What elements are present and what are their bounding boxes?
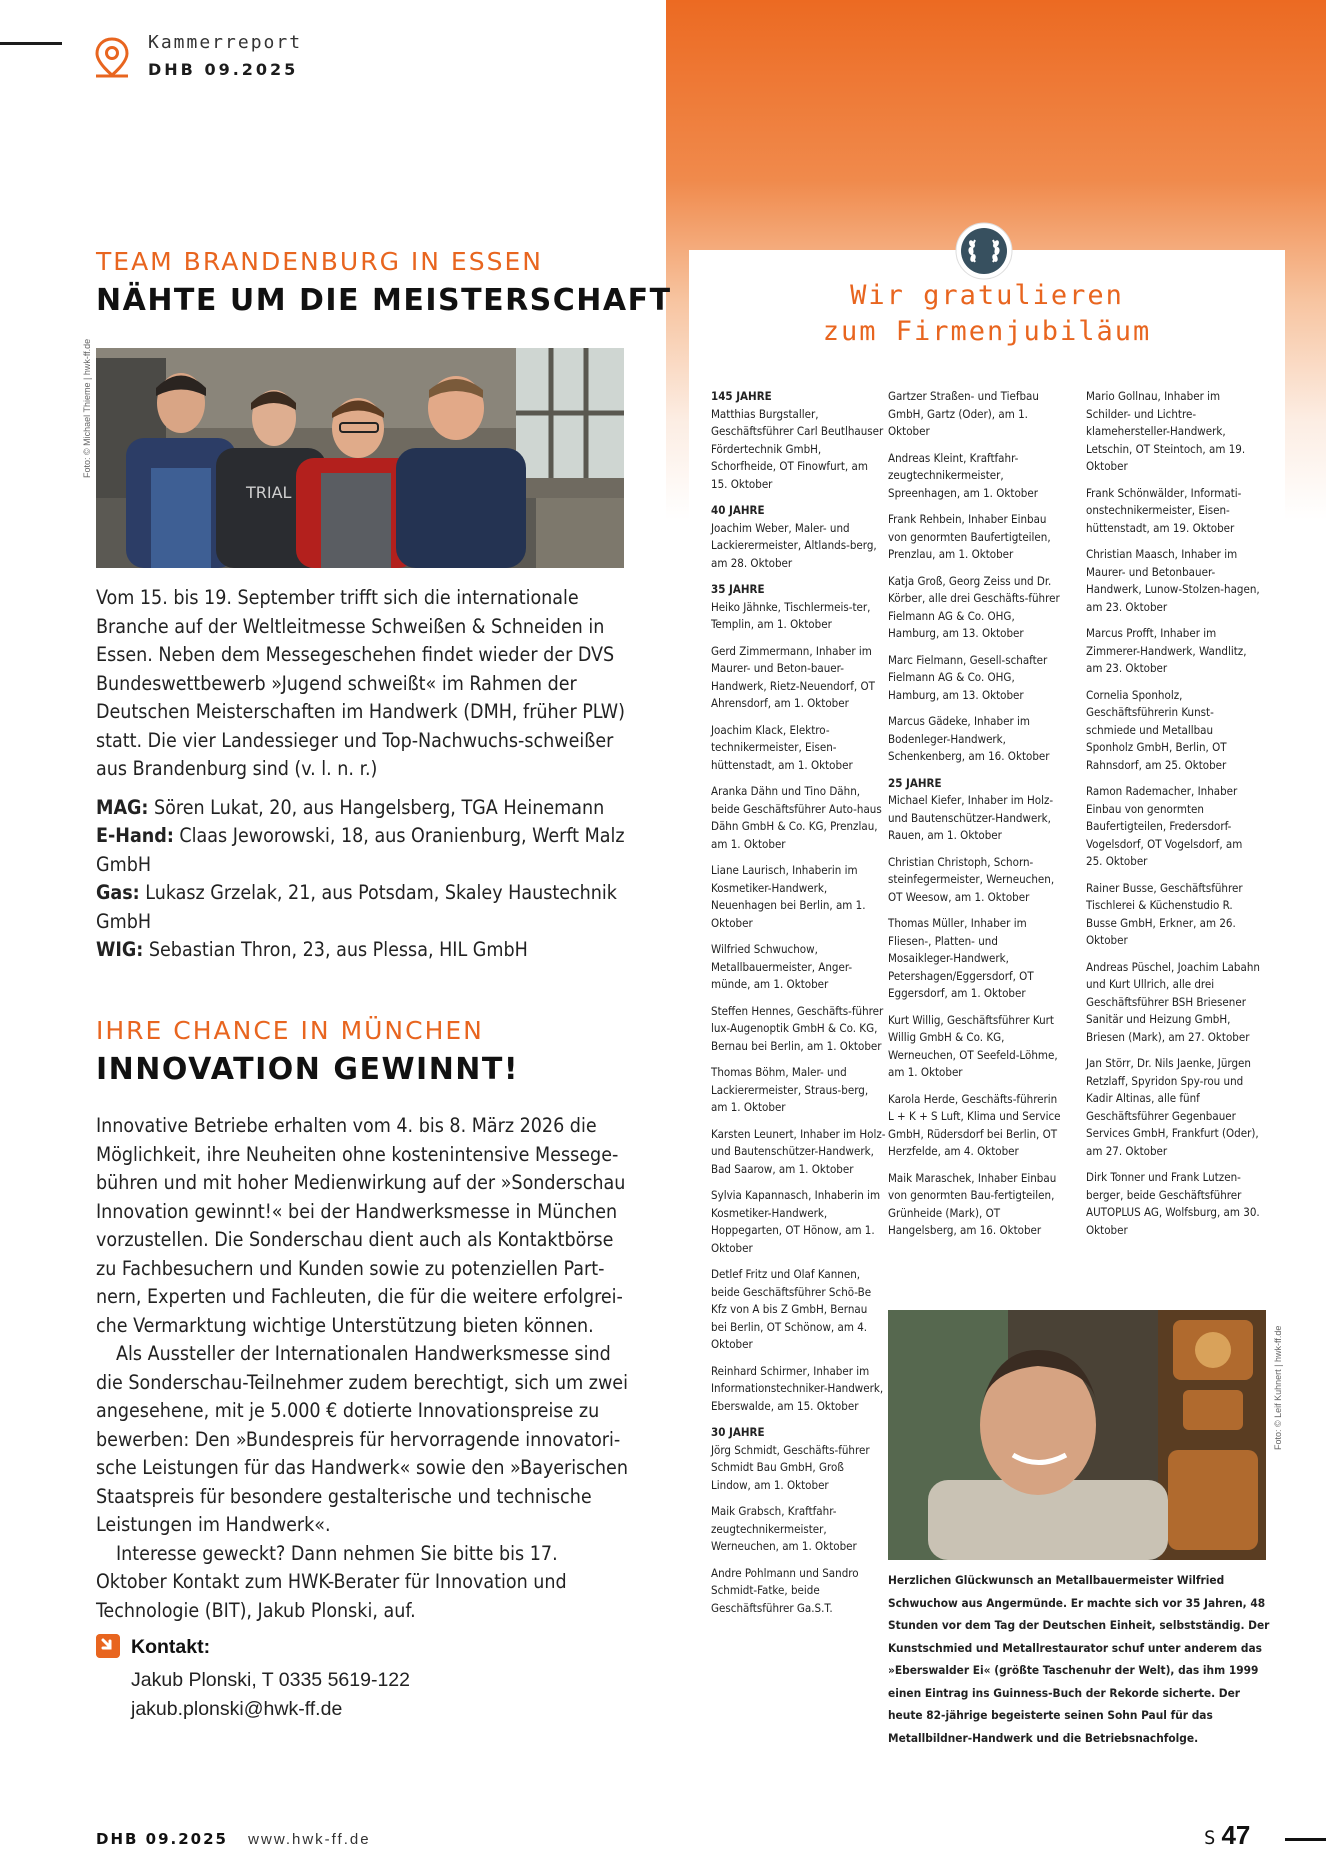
article1-kicker: TEAM BRANDENBURG IN ESSEN: [96, 247, 543, 276]
jubilee-entry: Thomas Böhm, Maler- und Lackierermeister, Straus-berg, am 1. Oktober: [711, 1065, 869, 1114]
jubilee-entry: Steffen Hennes, Geschäfts-führer lux-Augenoptik GmbH & Co. KG, Bernau bei Berlin, am 1. Oktober: [711, 1003, 884, 1053]
jubilee-entry: Mario Gollnau, Inhaber im Schilder- und Lichtre-klamehersteller-Handwerk, Letschin, OT Steintoch, am 19. Oktober: [1086, 389, 1246, 473]
jubilee-entry: Marcus Profft, Inhaber im Zimmerer-Handwerk, Wandlitz, am 23. Oktober: [1086, 626, 1247, 675]
article1-body: [96, 584, 630, 965]
article1-headline: NÄHTE UM DIE MEISTERSCHAFT: [96, 283, 672, 318]
contact-name-phone: Jakub Plonski, T 0335 5619-122: [131, 1669, 410, 1691]
article2-paragraph: Als Aussteller der Internationalen Handwerksmesse sind die Sonderschau-Teilnehmer zudem berechtigt, sich um zwei angesehene, mit je 5.000 € dotierte Innovationspreise zu bewerben: Den »Bundespreis für hervorragende innovatori-sche Leistungen für das Handwerk« sowie den »Bayerischen Staatspreis für besondere gestalterische und technische Leistungen im Handwerk«.: [96, 1342, 628, 1536]
svg-text:TRIAL: TRIAL: [246, 483, 292, 502]
jubilee-entry: Frank Rehbein, Inhaber Einbau von genormten Baufertigteilen, Prenzlau, am 1. Oktober: [888, 512, 1051, 561]
jubilee-title-line1: Wir gratulieren: [850, 280, 1124, 311]
jubilee-entry: Christian Christoph, Schorn-steinfegermeister, Werneuchen, OT Weesow, am 1. Oktober: [888, 854, 1055, 904]
article2-body: [96, 1112, 630, 1625]
jubilee-title-line2: zum Firmenjubiläum: [822, 316, 1152, 347]
candidate-e-hand: E-Hand: Claas Jeworowski, 18, aus Oranienburg, Werft Malz GmbH: [96, 824, 625, 876]
jubilee-entry: Wilfried Schwuchow, Metallbauermeister, Anger-münde, am 1. Oktober: [711, 942, 853, 991]
jubilee-year-heading: 40 JAHRE: [711, 503, 765, 517]
jubilee-year-heading: 30 JAHRE: [711, 1425, 765, 1439]
article2-kicker: IHRE CHANCE IN MÜNCHEN: [96, 1016, 484, 1045]
article1-intro: Vom 15. bis 19. September trifft sich die internationale Branche auf der Weltleitmesse Schweißen & Schneiden in Essen. Neben dem Messegeschehen findet wieder der DVS Bundeswettbewerb »Jugend schweißt« im Rahmen der Deutschen Meisterschaften im Handwerk (DMH, früher PLW) statt. Die vier Landessieger und Top-Nachwuchs-schweißer aus Brandenburg sind (v. l. n. r.): [96, 586, 625, 780]
candidate-gas: Gas: Lukasz Grzelak, 21, aus Potsdam, Skaley Haustechnik GmbH: [96, 881, 617, 933]
jubilee-entry: Maik Grabsch, Kraftfahr-zeugtechnikermeister, Werneuchen, am 1. Oktober: [711, 1504, 857, 1553]
jubilee-year-heading: 25 JAHRE: [888, 775, 942, 790]
page-prefix: S: [1204, 1827, 1216, 1849]
jubilee-entry: Katja Groß, Georg Zeiss und Dr. Körber, alle drei Geschäfts-führer Fielmann AG & Co. OHG, Hamburg, am 13. Oktober: [888, 573, 1060, 640]
jubilee-entry: Marc Fielmann, Gesell-schafter Fielmann AG & Co. OHG, Hamburg, am 13. Oktober: [888, 652, 1048, 702]
jubilee-entry: Christian Maasch, Inhaber im Maurer- und Betonbauer-Handwerk, Lunow-Stolzen-hagen, am 23. Oktober: [1086, 547, 1260, 614]
jubilee-entry: Andreas Püschel, Joachim Labahn und Kurt Ullrich, alle drei Geschäftsführer BSH Briesener Sanitär und Heizung GmbH, Briesen (Mark), am 27. Oktober: [1086, 959, 1260, 1044]
arrow-icon: [96, 1634, 120, 1658]
jubilee-entry: Aranka Dähn und Tino Dähn, beide Geschäftsführer Auto-haus Dähn GmbH & Co. KG, Prenzlau, am 1. Oktober: [711, 784, 882, 851]
craftsman-portrait-photo: [888, 1310, 1266, 1560]
jubilee-column-1: [711, 388, 886, 1626]
footer-rule: [1285, 1838, 1326, 1841]
jubilee-entry: Marcus Gädeke, Inhaber im Bodenleger-Handwerk, Schenkenberg, am 16. Oktober: [888, 714, 1050, 763]
jubilee-entry: Maik Maraschek, Inhaber Einbau von genormten Bau-fertigteilen, Grünheide (Mark), OT Hangelsberg, am 16. Oktober: [888, 1170, 1057, 1237]
article2-paragraph: Interesse geweckt? Dann nehmen Sie bitte bis 17. Oktober Kontakt zum HWK-Berater für Innovation und Technologie (BIT), Jakub Plonski, auf.: [96, 1541, 567, 1622]
candidate-wig: WIG: Sebastian Thron, 23, aus Plessa, HIL GmbH: [96, 938, 528, 961]
footer-left: [96, 1830, 371, 1848]
jubilee-entry: Gerd Zimmermann, Inhaber im Maurer- und Beton-bauer-Handwerk, Rietz-Neuendorf, OT Ahrensdorf, am 1. Oktober: [711, 643, 875, 710]
jubilee-entry: Jan Störr, Dr. Nils Jaenke, Jürgen Retzlaff, Spyridon Spy-rou und Kadir Altinas, alle fünf Geschäftsführer Gegenbauer Services GmbH, Frankfurt (Oder), am 27. Oktober: [1086, 1056, 1259, 1158]
jubilee-entry: Kurt Willig, Geschäftsführer Kurt Willig GmbH & Co. KG, Werneuchen, OT Seefeld-Löhme, am 1. Oktober: [888, 1012, 1058, 1079]
jubilee-entry: Cornelia Sponholz, Geschäftsführerin Kunst-schmiede und Metallbau Sponholz GmbH, Berlin, OT Rahnsdorf, am 25. Oktober: [1086, 687, 1227, 772]
jubilee-entry: Joachim Klack, Elektro-technikermeister, Eisen-hüttenstadt, am 1. Oktober: [711, 722, 853, 772]
header-kicker: Kammerreport: [148, 32, 303, 53]
location-pin-icon: [92, 36, 132, 80]
jubilee-column-3: [1086, 388, 1261, 1248]
jubilee-entry: Ramon Rademacher, Inhaber Einbau von genormten Baufertigteilen, Fredersdorf-Vogelsdorf, OT Vogelsdorf, am 25. Oktober: [1086, 784, 1243, 868]
jubilee-entry: Karola Herde, Geschäfts-führerin L + K + S Luft, Klima und Service GmbH, Rüdersdorf bei Berlin, OT Herzfelde, am 4. Oktober: [888, 1091, 1061, 1158]
jubilee-entry: Rainer Busse, Geschäftsführer Tischlerei & Küchenstudio R. Busse GmbH, Erkner, am 26. Oktober: [1086, 880, 1243, 947]
jubilee-entry: Sylvia Kapannasch, Inhaberin im Kosmetiker-Handwerk, Hoppegarten, OT Hönow, am 1. Oktober: [711, 1188, 881, 1255]
jubilee-column-2: [888, 388, 1063, 1249]
jubilee-entry: Heiko Jähnke, Tischlermeis-ter, Templin, am 1. Oktober: [711, 599, 871, 631]
jubilee-entry: Jörg Schmidt, Geschäfts-führer Schmidt Bau GmbH, Groß Lindow, am 1. Oktober: [711, 1442, 870, 1492]
page-number: [1204, 1820, 1250, 1851]
welders-team-photo: [96, 348, 624, 568]
article2-paragraph: Innovative Betriebe erhalten vom 4. bis 8. März 2026 die Möglichkeit, ihre Neuheiten ohne kostenintensive Messege-bühren und mit hoher Medienwirkung auf der »Sonderschau Innovation gewinnt!« bei der Handwerksmesse in München vorzustellen. Die Sonderschau dient auch als Kontaktbörse zu Fachbesuchern und Kunden sowie zu potenziellen Part-nern, Experten und Fachleuten, die für die weitere erfolgrei-che Vermarktung wichtige Unterstützung bieten können.: [96, 1114, 626, 1337]
jubilee-entry: Reinhard Schirmer, Inhaber im Informationstechniker-Handwerk, Eberswalde, am 15. Oktober: [711, 1363, 884, 1413]
jubilee-entry: Thomas Müller, Inhaber im Fliesen-, Platten- und Mosaikleger-Handwerk, Petershagen/Eggersdorf, OT Eggersdorf, am 1. Oktober: [888, 916, 1034, 1000]
jubilee-entry: Andre Pohlmann und Sandro Schmidt-Fatke, beide Geschäftsführer Ga.S.T.: [711, 1565, 859, 1615]
footer-issue: DHB 09.2025: [96, 1830, 228, 1848]
contact-label: Kontakt:: [131, 1636, 211, 1658]
footer-url[interactable]: www.hwk-ff.de: [248, 1831, 371, 1848]
photo-caption: Herzlichen Glückwunsch an Metallbauermeister Wilfried Schwuchow aus Angermünde. Er machte sich vor 35 Jahren, 48 Stunden vor dem Tag der Deutschen Einheit, selbstständig. Der Kunstschmied und Metallrestaurator schuf unter anderem das »Eberswalder Ei« (größte Taschenuhr der Welt), das ihm 1999 einen Eintrag ins Guinness-Buch der Rekorde sicherte. Der heute 82-jährige begeisterte seinen Sohn Paul für das Metallbildner-Handwerk und die Betriebsnachfolge.: [888, 1573, 1270, 1745]
article1-photo-credit: Foto: © Michael Thieme | hwk-ff.de: [82, 338, 92, 478]
jubilee-entry: Liane Laurisch, Inhaberin im Kosmetiker-Handwerk, Neuenhagen bei Berlin, am 1. Oktober: [711, 863, 866, 930]
jubilee-year-heading: 145 JAHRE: [711, 389, 772, 403]
candidate-mag: MAG: Sören Lukat, 20, aus Hangelsberg, TGA Heinemann: [96, 795, 605, 819]
jubilee-entry: Dirk Tonner und Frank Lutzen-berger, beide Geschäftsführer AUTOPLUS AG, Wolfsburg, am 30. Oktober: [1086, 1170, 1260, 1237]
jubilee-year-heading: 35 JAHRE: [711, 582, 765, 596]
jubilee-entry: Michael Kiefer, Inhaber im Holz- und Bautenschützer-Handwerk, Rauen, am 1. Oktober: [888, 793, 1054, 842]
jubilee-entry: Frank Schönwälder, Informati-onstechnikermeister, Eisen-hüttenstadt, am 19. Oktober: [1086, 485, 1242, 535]
top-left-rule: [0, 42, 62, 45]
contact-email[interactable]: jakub.plonski@hwk-ff.de: [131, 1697, 343, 1720]
jubilee-entry: Matthias Burgstaller, Geschäftsführer Carl Beutlhauser Fördertechnik GmbH, Schorfheide, OT Finowfurt, am 15. Oktober: [711, 406, 884, 491]
jubilee-entry: Detlef Fritz und Olaf Kannen, beide Geschäftsführer Schö-Be Kfz von A bis Z GmbH, Bernau bei Berlin, OT Schönow, am 4. Oktober: [711, 1267, 872, 1351]
contact-block: [131, 1666, 410, 1723]
jubilee-entry: Gartzer Straßen- und Tiefbau GmbH, Gartz (Oder), am 1. Oktober: [888, 389, 1039, 438]
header-issue: DHB 09.2025: [148, 60, 299, 79]
jubilee-entry: Joachim Weber, Maler- und Lackierermeister, Altlands-berg, am 28. Oktober: [711, 520, 877, 570]
jubilee-photo-credit: Foto: © Leif Kuhnert | hwk-ff.de: [1273, 1325, 1283, 1450]
page-number-value: 47: [1221, 1820, 1251, 1850]
article2-headline: INNOVATION GEWINNT!: [96, 1052, 520, 1087]
laurel-wreath-icon: [955, 222, 1013, 280]
jubilee-entry: Andreas Kleint, Kraftfahr-zeugtechnikermeister, Spreenhagen, am 1. Oktober: [888, 450, 1038, 500]
jubilee-entry: Karsten Leunert, Inhaber im Holz- und Bautenschützer-Handwerk, Bad Saarow, am 1. Oktober: [711, 1126, 886, 1176]
